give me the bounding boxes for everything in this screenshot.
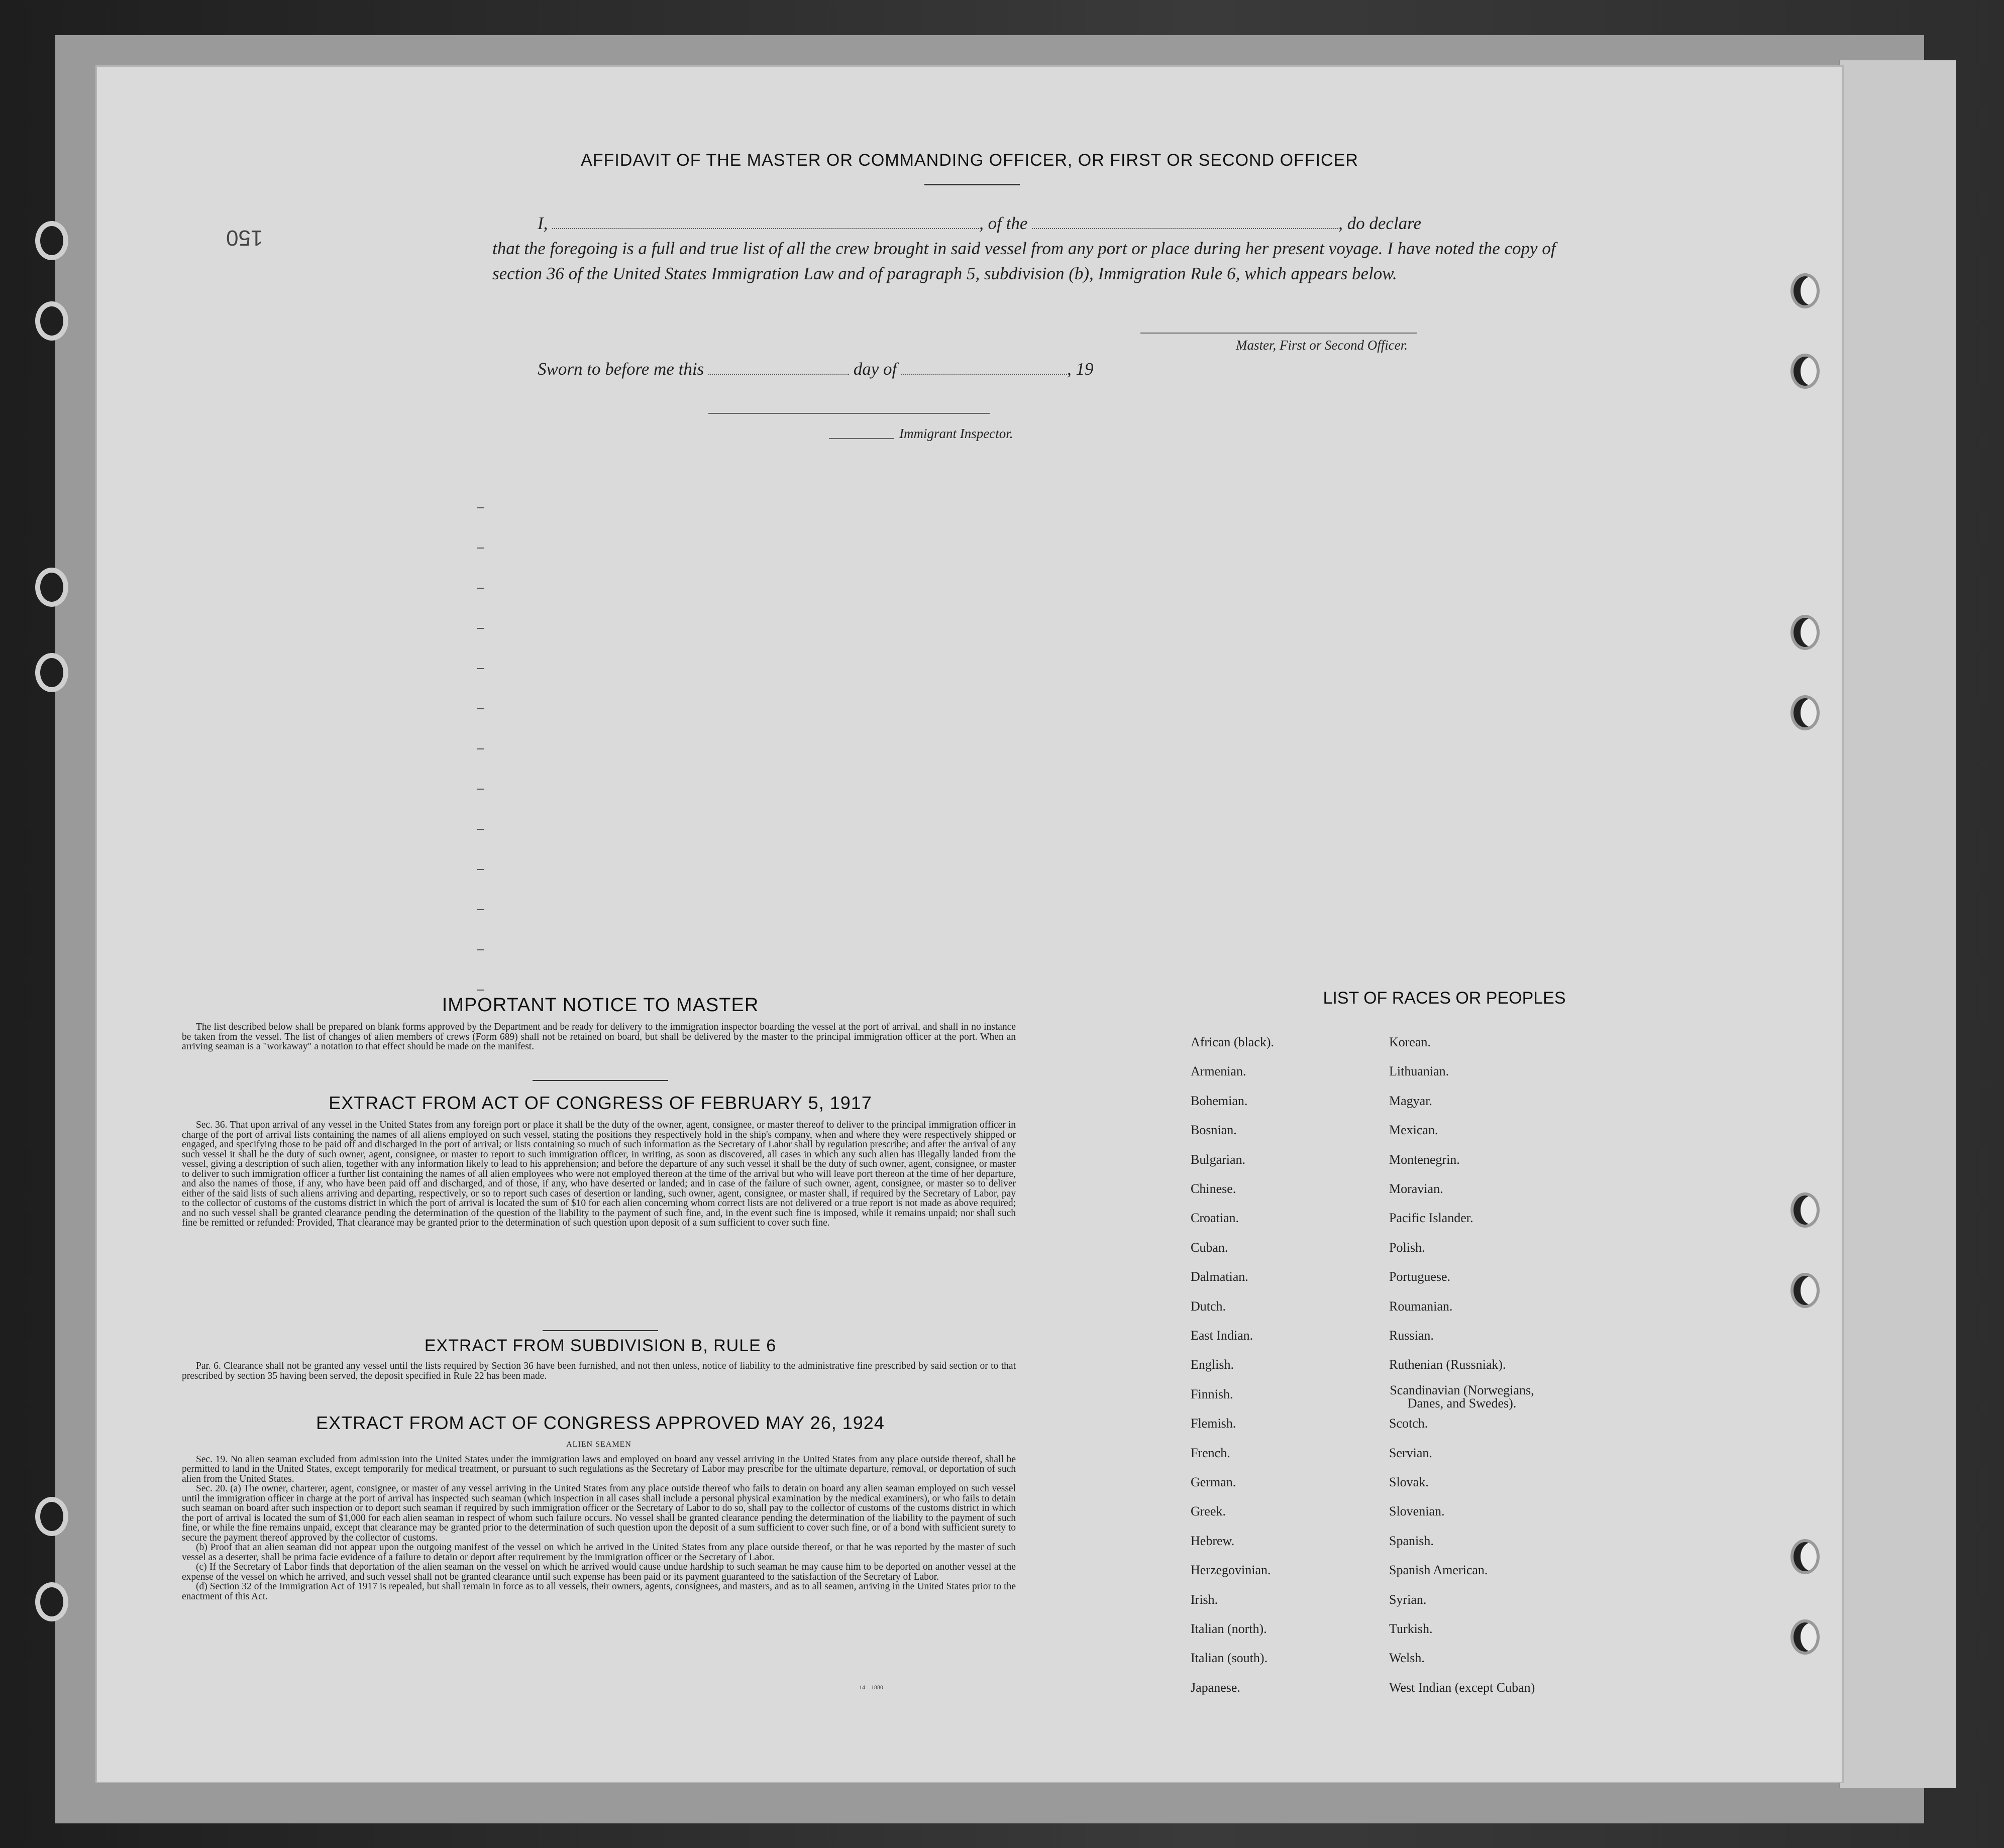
race-item: Bulgarian. <box>1191 1152 1246 1167</box>
sworn-month-field[interactable] <box>901 374 1067 375</box>
race-item: Roumanian. <box>1389 1298 1453 1314</box>
row-tick <box>477 668 484 669</box>
punch-hole-icon <box>40 1502 63 1531</box>
races-title: LIST OF RACES OR PEOPLES <box>1323 989 1566 1008</box>
row-tick <box>477 748 484 749</box>
declaration-line <box>538 211 1572 236</box>
extract-1924-title: EXTRACT FROM ACT OF CONGRESS APPROVED MAY 26, 1924 <box>316 1412 885 1433</box>
race-item: Irish. <box>1191 1592 1218 1607</box>
year-label: , 19 <box>1067 359 1094 379</box>
race-item: Montenegrin. <box>1389 1152 1460 1167</box>
row-tick <box>477 829 484 830</box>
inspector-signature-line[interactable] <box>708 413 990 414</box>
punch-hole-icon <box>40 658 63 687</box>
row-tick <box>477 708 484 709</box>
extract-1924-text <box>182 1437 1016 1601</box>
race-item: Mexican. <box>1389 1123 1438 1138</box>
sec20d-paragraph: (d) Section 32 of the Immigration Act of 1917 is repealed, but shall remain in force as to all vessels, their owners, agents, consignees, and masters, and as to all seamen, arriving in the United States prior to the enactment of this Act. <box>182 1581 1016 1602</box>
race-item: Dutch. <box>1191 1298 1226 1314</box>
margin-number: 150 <box>226 226 263 250</box>
punch-hole-icon <box>1794 276 1817 305</box>
row-tick <box>477 628 484 629</box>
notice-paragraph: The list described below shall be prepared on blank forms approved by the Department and be ready for delivery to the immigration inspector boarding the vessel at the port of arrival, and shall in no instance be taken from the vessel. The list of changes of alien members of crews (Form 689) shall not be retained on board, but shall be delivered by the master to the principal immigration officer at the port. When an arriving seaman is a "workaway" a notation to that effect should be made on the manifest. <box>182 1022 1016 1052</box>
race-item: Spanish American. <box>1389 1563 1488 1578</box>
row-tick <box>477 990 484 991</box>
notice-text <box>182 1022 1016 1052</box>
race-item: Magyar. <box>1389 1093 1432 1108</box>
race-item: Dalmatian. <box>1191 1269 1248 1284</box>
race-item: West Indian (except Cuban) <box>1389 1680 1535 1695</box>
race-item: African (black). <box>1191 1035 1275 1049</box>
race-item: Flemish. <box>1191 1416 1236 1431</box>
race-item: Cuban. <box>1191 1240 1228 1255</box>
punch-hole-icon <box>40 1587 63 1616</box>
race-item: East Indian. <box>1191 1328 1253 1343</box>
race-item: English. <box>1191 1357 1234 1372</box>
race-item: Pacific Islander. <box>1389 1211 1473 1226</box>
race-item: Italian (north). <box>1191 1621 1267 1636</box>
manifest-page <box>95 65 1844 1783</box>
row-tick <box>477 507 484 508</box>
row-tick <box>477 588 484 589</box>
row-tick <box>477 548 484 549</box>
row-tick <box>477 949 484 950</box>
notice-divider <box>533 1080 668 1081</box>
punch-hole-icon <box>1794 698 1817 727</box>
declaration-body: that the foregoing is a full and true list of all the crew brought in said vessel from any port or place during her present voyage. I have noted the copy of section 36 of the United States Immigration Law and of paragraph 5, subdivision (b), Immigration Rule 6, which appears below. <box>492 239 1556 283</box>
race-item: Moravian. <box>1389 1181 1443 1196</box>
row-tick <box>477 789 484 790</box>
race-item: Korean. <box>1389 1035 1431 1049</box>
race-item: Italian (south). <box>1191 1651 1268 1666</box>
punch-hole-icon <box>1794 618 1817 647</box>
race-item: Slovenian. <box>1389 1504 1445 1519</box>
master-signature-line[interactable] <box>1140 333 1417 334</box>
race-item: Welsh. <box>1389 1651 1425 1666</box>
race-item: Servian. <box>1389 1445 1432 1460</box>
race-item: Croatian. <box>1191 1211 1239 1226</box>
sec20b-paragraph: (b) Proof that an alien seaman did not appear upon the outgoing manifest of the vessel on which he arrived in the United States from any place outside thereof, or that he was reported by the master of such vessel as a deserter, shall be prima facie evidence of a failure to detain or deport after requirement by the immigration officer or the Secretary of Labor. <box>182 1542 1016 1563</box>
sworn-day-field[interactable] <box>708 374 849 375</box>
race-item: Spanish. <box>1389 1533 1434 1548</box>
race-item: Armenian. <box>1191 1064 1246 1079</box>
row-tick <box>477 909 484 910</box>
race-item: Slovak. <box>1389 1475 1429 1489</box>
race-item: Turkish. <box>1389 1621 1433 1636</box>
punch-hole-icon <box>1794 1622 1817 1652</box>
sec19-paragraph: Sec. 19. No alien seaman excluded from admission into the United States under the immigration laws and employed on board any vessel arriving in the United States from any place outside thereof, shall be permitted to land in the United States, except temporarily for medical treatment, or pursuant to such regulations as the Secretary of Labor may prescribe for the ultimate departure, removal, or deportation of such alien from the United States. <box>182 1454 1016 1484</box>
extract-1917-text <box>182 1120 1016 1228</box>
race-item: Ruthenian (Russniak). <box>1389 1357 1506 1372</box>
punch-hole-icon <box>40 573 63 602</box>
notice-title: IMPORTANT NOTICE TO MASTER <box>442 995 759 1016</box>
race-item: Russian. <box>1389 1328 1434 1343</box>
race-item: French. <box>1191 1445 1230 1460</box>
race-item: Chinese. <box>1191 1181 1236 1196</box>
race-item: Syrian. <box>1389 1592 1427 1607</box>
name-field[interactable] <box>552 228 979 229</box>
sec20c-paragraph: (c) If the Secretary of Labor finds that deportation of the alien seaman on the vessel on which he arrived would cause undue hardship to such seaman he may cause him to be deported on another vessel at the expense of the vessel on which he arrived, and such vessel shall not be granted clearance until such expense has been paid or its payment guaranteed to the satisfaction of the Secretary of Labor. <box>182 1562 1016 1582</box>
race-item: Bosnian. <box>1191 1123 1237 1138</box>
punch-hole-icon <box>1794 1276 1817 1305</box>
punch-hole-icon <box>40 226 63 255</box>
race-item: German. <box>1191 1475 1236 1489</box>
vessel-field[interactable] <box>1032 228 1338 229</box>
alien-seamen-subtitle: ALIEN SEAMEN <box>566 1440 631 1449</box>
race-item: Herzegovinian. <box>1191 1563 1271 1578</box>
day-of-label: day of <box>853 359 897 379</box>
sworn-line <box>538 357 1291 382</box>
do-declare-label: , do declare <box>1338 213 1422 233</box>
inspector-signature-short-line <box>829 438 894 439</box>
punch-hole-icon <box>1794 1542 1817 1571</box>
race-item: Greek. <box>1191 1504 1226 1519</box>
row-tick <box>477 869 484 870</box>
extract-1917-divider <box>543 1330 658 1331</box>
backing-sheet-edge <box>1839 60 1956 1788</box>
rule6-paragraph: Par. 6. Clearance shall not be granted any vessel until the lists required by Section 36 have been furnished, and not then unless, notice of liability to the administrative fine prescribed by said section or to that prescribed by section 35 having been served, the deposit specified in Rule 22 has been made. <box>182 1361 1016 1381</box>
inspector-signature-label: Immigrant Inspector. <box>899 426 1013 441</box>
title-divider <box>924 184 1020 185</box>
master-signature-label: Master, First or Second Officer. <box>1236 338 1408 353</box>
of-the-label: , of the <box>979 213 1028 233</box>
affidavit-title: AFFIDAVIT OF THE MASTER OR COMMANDING OFFICER, OR FIRST OR SECOND OFFICER <box>581 151 1358 170</box>
punch-hole-icon <box>1794 1195 1817 1225</box>
rule6-title: EXTRACT FROM SUBDIVISION B, RULE 6 <box>424 1336 777 1355</box>
race-item: Portuguese. <box>1389 1269 1451 1284</box>
race-item: Scandinavian (Norwegians, Danes, and Swedes). <box>1390 1382 1534 1410</box>
i-label: I, <box>538 213 548 233</box>
extract-1917-title: EXTRACT FROM ACT OF CONGRESS OF FEBRUARY 5, 1917 <box>329 1093 872 1113</box>
race-item: Finnish. <box>1191 1386 1233 1401</box>
race-item: Hebrew. <box>1191 1533 1235 1548</box>
race-item: Scotch. <box>1389 1416 1428 1431</box>
sec36-paragraph: Sec. 36. That upon arrival of any vessel in the United States from any foreign port or place it shall be the duty of the owner, agent, consignee, or master thereof to deliver to the principal immigration officer in charge of the port of arrival lists containing the names of all aliens employed on such vessel, stating the positions they respectively hold in the ship's company, when and where they were respectively shipped or engaged, and specifying those to be paid off and discharged in the port of arrival; or lists containing so much of such information as the Secretary of Labor shall by regulation prescribe; and after the arrival of any such vessel it shall be the duty of such owner, agent, consignee, or master to report to such immigration officer, in writing, as soon as discovered, all cases in which any such alien has illegally landed from the vessel, giving a description of such alien, together with any information likely to lead to his apprehension; and before the departure of any such vessel it shall be the duty of such owner, agent, consignee, or master to deliver to such immigration officer a further list containing the names of all alien employees who were not employed thereon at the time of the arrival but who will leave port thereon at the time of her departure, and also the names of those, if any, who have been paid off and discharged, and of those, if any, who have deserted or landed; and in case of the failure of such owner, agent, consignee, or master so to deliver either of the said lists of such aliens arriving and departing, respectively, or so to report such cases of desertion or landing, such owner, agent, consignee, or master shall, if required by the Secretary of Labor, pay to the collector of customs of the customs district in which the port of arrival is located the sum of $10 for each alien concerning whom correct lists are not delivered or a true report is not made as above required; and no such vessel shall be granted clearance pending the determination of the question of the liability to the payment of such fine, and, in the event such fine is imposed, while it remains unpaid; nor shall such fine be remitted or refunded: Provided, That clearance may be granted prior to the determination of such question upon deposit of a sum sufficient to cover such fine. <box>182 1120 1016 1228</box>
race-item: Lithuanian. <box>1389 1064 1449 1079</box>
sec20a-paragraph: Sec. 20. (a) The owner, charterer, agent, consignee, or master of any vessel arriving in the United States from any place outside thereof who fails to detain on board any alien seaman employed on such vessel until the immigration officer in charge at the port of arrival has inspected such seaman (which inspection in all cases shall include a personal physical examination by the medical examiners), or who fails to detain such seaman on board after such inspection or to deport such seaman if required by such immigration officer or the Secretary of Labor to do so, shall pay to the collector of customs of the customs district in which the port of arrival is located the sum of $1,000 for each alien seaman in respect of whom such failure occurs. No vessel shall be granted clearance pending the determination of the liability to the payment of such fine, or while the fine remains unpaid, except that clearance may be granted prior to the determination of such question upon the deposit of a sum sufficient to cover such fine, or of a bond with sufficient surety to secure the payment thereof approved by the collector of customs. <box>182 1483 1016 1543</box>
race-item: Japanese. <box>1191 1680 1240 1695</box>
punch-hole-icon <box>1794 357 1817 386</box>
form-code: 14—1880 <box>859 1684 883 1691</box>
race-item: Bohemian. <box>1191 1093 1248 1108</box>
sworn-label: Sworn to before me this <box>538 359 704 379</box>
rule6-text <box>182 1361 1016 1381</box>
race-item: Polish. <box>1389 1240 1425 1255</box>
punch-hole-icon <box>40 306 63 336</box>
